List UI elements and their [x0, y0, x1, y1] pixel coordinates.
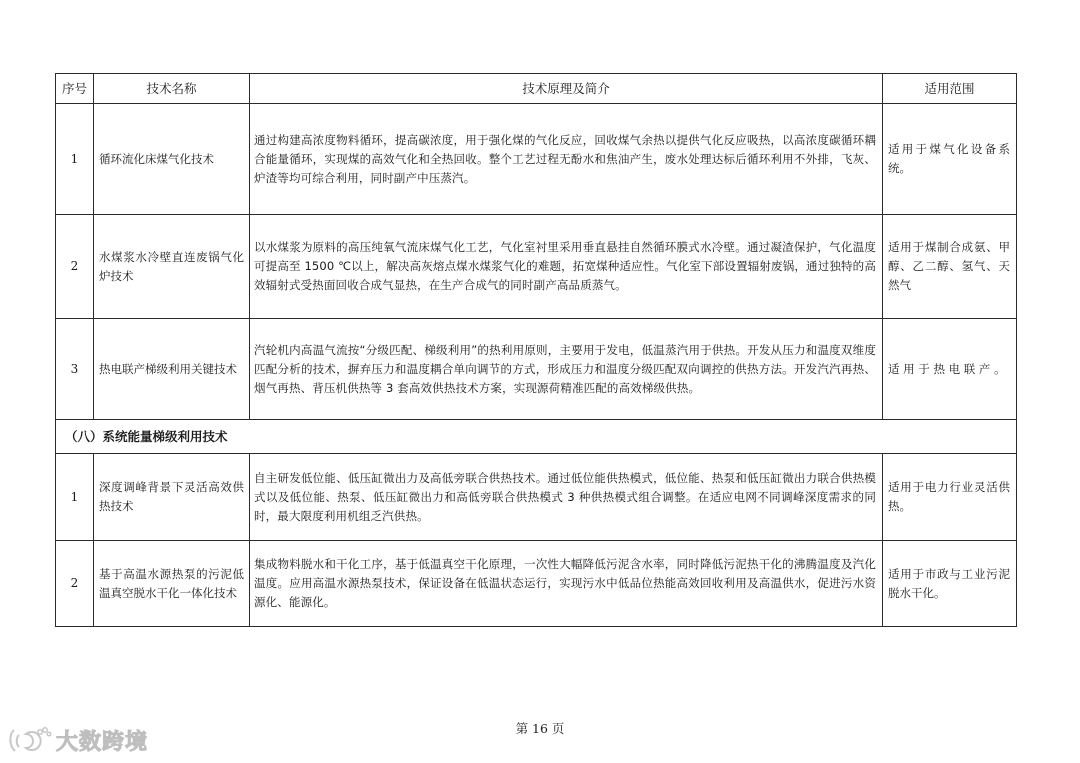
technology-description: 通过构建高浓度物料循环，提高碳浓度，用于强化煤的气化反应，回收煤气余热以提供气化反应吸热，以高浓度碳循环耦合能量循环，实现煤的高效气化和全热回收。整个工艺过程无酚水和焦油产生，废水处理达标后循环利用不外排，飞灰、炉渣等均可综合利用，同时副产中压蒸汽。 — [250, 104, 883, 215]
row-number: 1 — [56, 104, 94, 215]
table-row — [56, 454, 1017, 541]
table-row — [56, 104, 1017, 215]
technology-name: 基于高温水源热泵的污泥低温真空脱水干化一体化技术 — [94, 541, 250, 627]
technology-table — [55, 73, 1017, 627]
watermark-logo-icon — [6, 726, 52, 756]
table-row — [56, 319, 1017, 420]
section-title: （八）系统能量梯级利用技术 — [56, 420, 1017, 454]
row-number: 3 — [56, 319, 94, 420]
header-scope: 适用范围 — [883, 74, 1017, 104]
table-header-row — [56, 74, 1017, 104]
technology-description: 自主研发低位能、低压缸微出力及高低旁联合供热技术。通过低位能供热模式，低位能、热泵和低压缸微出力联合供热模式以及低位能、热泵、低压缸微出力和高低旁联合供热模式 3 种供热模式组合调整。在适应电网不同调峰深度需求的同时，最大限度利用机组乏汽供热。 — [250, 454, 883, 541]
table-row — [56, 215, 1017, 319]
technology-name: 水煤浆水冷壁直连废锅气化炉技术 — [94, 215, 250, 319]
page-number: 第 16 页 — [515, 721, 565, 736]
row-number: 2 — [56, 541, 94, 627]
technology-description: 以水煤浆为原料的高压纯氧气流床煤气化工艺，气化室衬里采用垂直悬挂自然循环膜式水冷壁。通过凝渣保护，气化温度可提高至 1500 ℃以上，解决高灰熔点煤水煤浆气化的难题，拓宽煤种适应性。气化室下部设置辐射废锅，通过独特的高效辐射式受热面回收合成气显热，在生产合成气的同时副产高品质蒸气。 — [250, 215, 883, 319]
technology-name: 深度调峰背景下灵活高效供热技术 — [94, 454, 250, 541]
table-row — [56, 541, 1017, 627]
application-scope: 适用于煤气化设备系统。 — [883, 104, 1017, 215]
technology-description: 集成物料脱水和干化工序，基于低温真空干化原理，一次性大幅降低污泥含水率，同时降低污泥热干化的沸腾温度及汽化温度。应用高温水源热泵技术，保证设备在低温状态运行，实现污水中低品位热能高效回收利用及高温供水，促进污水资源化、能源化。 — [250, 541, 883, 627]
application-scope: 适用于市政与工业污泥脱水干化。 — [883, 541, 1017, 627]
application-scope: 适用于电力行业灵活供热。 — [883, 454, 1017, 541]
technology-name: 循环流化床煤气化技术 — [94, 104, 250, 215]
section-row — [56, 420, 1017, 454]
technology-name: 热电联产梯级利用关键技术 — [94, 319, 250, 420]
watermark-text: 大数跨境 — [56, 730, 149, 755]
application-scope: 适用于煤制合成氨、甲醇、乙二醇、氢气、天然气 — [883, 215, 1017, 319]
watermark — [6, 725, 148, 756]
technology-description: 汽轮机内高温气流按“分级匹配、梯级利用”的热利用原则，主要用于发电，低温蒸汽用于供热。开发从压力和温度双维度匹配分析的技术，摒弃压力和温度耦合单向调节的方式，形成压力和温度分级匹配双向调控的供热方法。开发汽汽再热、烟气再热、背压机供热等 3 套高效供热技术方案，实现源荷精准匹配的高效梯级供热。 — [250, 319, 883, 420]
header-desc: 技术原理及简介 — [250, 74, 883, 104]
row-number: 2 — [56, 215, 94, 319]
row-number: 1 — [56, 454, 94, 541]
header-name: 技术名称 — [94, 74, 250, 104]
application-scope: 适 用 于 热 电 联 产 。 — [883, 319, 1017, 420]
header-no: 序号 — [56, 74, 94, 104]
